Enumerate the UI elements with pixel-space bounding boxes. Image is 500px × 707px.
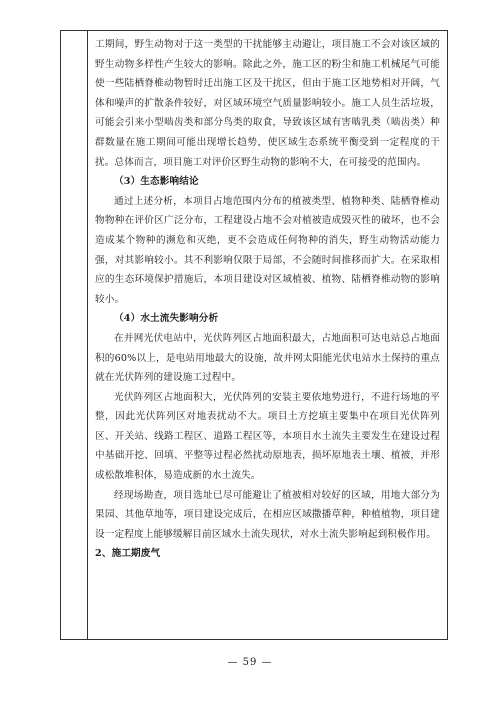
table-content-cell — [95, 35, 440, 564]
document-table-frame — [60, 30, 448, 640]
soil-erosion-heading: （4）水土流失影响分析 — [114, 313, 219, 325]
soil-erosion-paragraph-2: 光伏阵列区占地面积大，光伏阵列的安装主要依地势进行，不进行场地的平整，因此光伏阵列区对地表扰动不大。项目土方挖填主要集中在项目光伏阵列区、开关站、线路工程区、道路工程区等，本项目水土流失主要发生在建设过程中基础开挖、回填、平整等过程必然扰动原地表，损坏原地表土壤、植被，并形成松散堆积体，易造成新的水土流失。 — [95, 391, 440, 482]
ecology-conclusion-heading: （3）生态影响结论 — [114, 176, 199, 188]
construction-exhaust-heading: 2、施工期废气 — [95, 548, 161, 560]
soil-erosion-paragraph-1: 在并网光伏电站中，光伏阵列区占地面积最大，占地面积可达电站总占地面积的60%以上，是电站用地最大的设施，故并网太阳能光伏电站水土保持的重点就在光伏阵列的建设施工过程中。 — [95, 332, 440, 384]
soil-erosion-paragraph-3: 经现场勘查，项目选址已尽可能避让了植被相对较好的区域，用地大部分为果园、其他草地等，项目建设完成后，在相应区域撒播草种，种植植物，项目建设一定程度上能够缓解目前区域水土流失现状，对水土流失影响起到积极作用。 — [95, 489, 440, 540]
page-number: — 59 — — [227, 657, 273, 668]
ecology-conclusion-paragraph: 通过上述分析，本项目占地范围内分布的植被类型、植物种类、陆栖脊椎动物物种在评价区广泛分布，工程建设占地不会对植被造成毁灭性的破坏，也不会造成某个物种的濒危和灭绝，更不会造成任何物种的消失，野生动物活动能力强，对其影响较小。其不利影响仅限于局部，不会随时间推移而扩大。在采取相应的生态环境保护措施后，本项目建设对区域植被、植物、陆栖脊椎动物的影响较小。 — [95, 195, 440, 305]
wildlife-impact-paragraph: 工期间，野生动物对于这一类型的干扰能够主动避让，项目施工不会对该区域的野生动物多样性产生较大的影响。除此之外，施工区的粉尘和施工机械尾气可能使一些陆栖脊椎动物暂时迁出施工区及干扰区，但由于施工区地势相对开阔，气体和噪声的扩散条件较好，对区域环境空气质量影响较小。施工人员生活垃圾，可能会引来小型啮齿类和部分鸟类的取食，导致该区域有害啮乳类（啮齿类）种群数量在施工期间可能出现增长趋势，使区域生态系统平衡受到一定程度的干扰。总体而言，项目施工对评价区野生动物的影响不大，在可接受的范围内。 — [95, 39, 440, 168]
table-left-column — [61, 31, 88, 639]
